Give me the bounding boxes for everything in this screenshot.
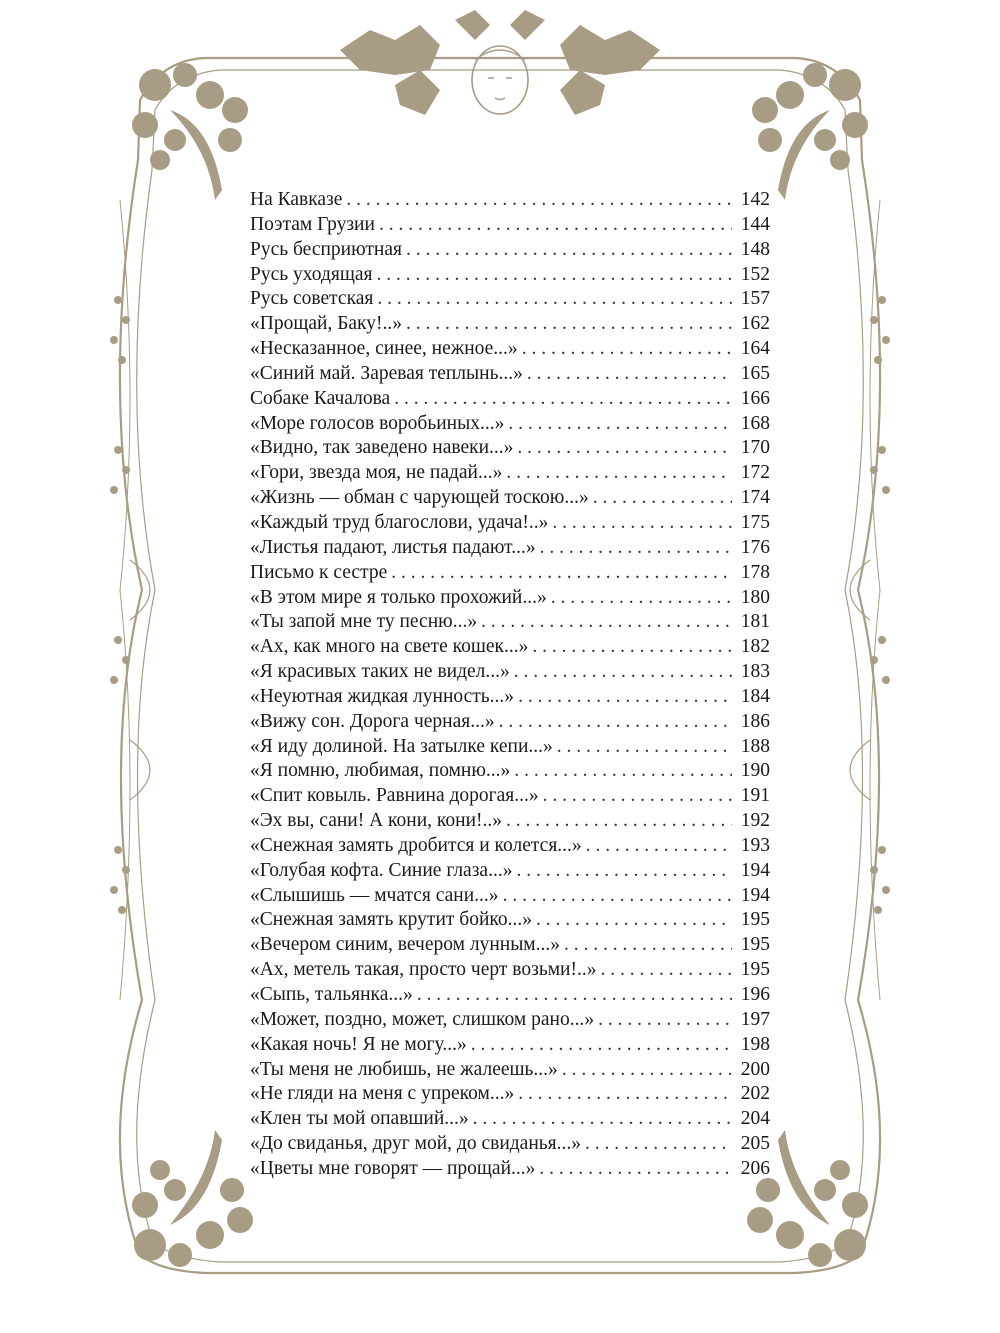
toc-entry-page-number: 172 [740,462,770,484]
toc-entry [250,213,770,238]
toc-entry-page-number: 142 [740,189,770,210]
toc-dot-leader [514,660,732,685]
toc-entry-title: «Клен ты мой опавший...» [250,1108,469,1130]
toc-dot-leader [551,586,732,611]
toc-dot-leader [406,238,732,263]
toc-entry-page-number: 188 [740,735,770,757]
toc-dot-leader [532,635,732,660]
toc-dot-leader [585,1132,732,1157]
toc-entry-page-number: 148 [740,238,770,260]
toc-entry [250,362,770,387]
toc-entry-title: «Ты запой мне ту песню...» [250,611,478,633]
toc-dot-leader [586,834,732,859]
tree-ornament-top-left [132,63,248,200]
toc-dot-leader [598,1008,732,1033]
toc-entry [250,1033,770,1058]
toc-dot-leader [514,759,732,784]
toc-dot-leader [518,1082,732,1107]
toc-entry-page-number: 168 [740,412,770,434]
toc-dot-leader [481,610,732,635]
toc-entry [250,759,770,784]
top-center-leaves-face-ornament [340,10,660,115]
toc-entry-title: «Жизнь — обман с чарующей тоскою...» [250,487,589,509]
toc-entry [250,412,770,437]
toc-entry [250,461,770,486]
toc-entry-title: «Слышишь — мчатся сани...» [250,884,499,906]
toc-entry [250,884,770,909]
toc-entry-page-number: 157 [740,288,770,310]
tree-ornament-top-right [752,63,868,200]
toc-entry [250,834,770,859]
toc-entry-page-number: 144 [740,213,770,235]
toc-entry-title: Русь бесприютная [250,238,402,260]
toc-entry-title: «В этом мире я только прохожий...» [250,586,547,608]
toc-dot-leader [499,710,732,735]
toc-entry-title: «Цветы мне говорят — прощай...» [250,1157,536,1179]
toc-entry-page-number: 196 [740,984,770,1005]
toc-entry [250,635,770,660]
toc-entry-page-number: 182 [740,636,770,658]
toc-entry-title: «Спит ковыль. Равнина дорогая...» [250,785,539,807]
toc-dot-leader [539,1157,732,1182]
toc-entry-page-number: 195 [740,959,770,981]
table-of-contents [250,188,770,1182]
toc-entry-page-number: 200 [740,1058,770,1080]
toc-dot-leader [518,685,732,710]
toc-entry [250,983,770,1008]
toc-entry-title: «Каждый труд благослови, удача!..» [250,511,549,533]
toc-dot-leader [516,859,732,884]
toc-entry-title: «Ты меня не любишь, не жалеешь...» [250,1058,558,1080]
toc-entry-title: «Вечером синим, вечером лунным...» [250,934,561,956]
toc-entry-page-number: 186 [740,710,770,732]
toc-entry-page-number: 166 [740,387,770,409]
toc-entry-page-number: 175 [740,511,770,533]
toc-entry-page-number: 206 [740,1157,770,1179]
toc-dot-leader [593,486,732,511]
toc-entry-title: «Я красивых таких не видел...» [250,661,510,683]
toc-entry-title: «Эх вы, сани! А кони, кони!..» [250,810,503,832]
toc-entry-title: «Вижу сон. Дорога черная...» [250,710,495,732]
toc-entry-title: Русь уходящая [250,263,373,285]
toc-entry-title: «Гори, звезда моя, не падай...» [250,462,503,484]
toc-entry [250,1107,770,1132]
toc-dot-leader [564,933,732,958]
toc-entry-title: «Снежная замять дробится и колется...» [250,834,582,856]
toc-entry [250,610,770,635]
toc-dot-leader [471,1033,732,1058]
toc-entry-page-number: 164 [740,338,770,360]
toc-dot-leader [417,983,732,1008]
toc-entry-page-number: 174 [740,487,770,509]
toc-dot-leader [543,784,732,809]
toc-entry-page-number: 197 [740,1008,770,1030]
toc-entry-page-number: 193 [740,834,770,856]
toc-entry [250,337,770,362]
toc-dot-leader [379,213,732,238]
toc-entry-page-number: 191 [740,785,770,807]
toc-entry-title: «Неуютная жидкая лунность...» [250,685,515,707]
toc-entry [250,1008,770,1033]
toc-dot-leader [377,263,733,288]
toc-entry [250,784,770,809]
toc-entry [250,511,770,536]
toc-entry-title: «Ах, как много на свете кошек...» [250,636,529,658]
toc-dot-leader [508,412,732,437]
toc-dot-leader [527,362,732,387]
toc-entry [250,859,770,884]
toc-dot-leader [394,387,732,412]
toc-entry-title: «Я помню, любимая, помню...» [250,760,511,782]
toc-dot-leader [540,536,732,561]
toc-entry-title: Поэтам Грузии [250,213,375,235]
toc-entry [250,561,770,586]
toc-entry [250,188,770,213]
toc-entry [250,486,770,511]
toc-entry-title: «Прощай, Баку!..» [250,313,402,335]
toc-dot-leader [503,884,732,909]
toc-dot-leader [377,287,732,312]
toc-entry [250,586,770,611]
toc-entry-title: «Несказанное, синее, нежное...» [250,338,518,360]
toc-entry [250,660,770,685]
toc-entry-page-number: 180 [740,586,770,608]
toc-entry-page-number: 178 [740,561,770,583]
toc-entry-page-number: 194 [740,859,770,881]
toc-entry-title: «Может, поздно, может, слишком рано...» [250,1008,595,1030]
toc-entry-page-number: 195 [740,909,770,931]
toc-entry-title: «До свиданья, друг мой, до свиданья...» [250,1133,582,1155]
toc-dot-leader [473,1107,732,1132]
toc-entry-page-number: 198 [740,1033,770,1055]
toc-entry-page-number: 162 [740,313,770,335]
toc-entry [250,1132,770,1157]
toc-entry-title: «Не гляди на меня с упреком...» [250,1083,515,1105]
toc-entry-title: «Листья падают, листья падают...» [250,536,536,558]
toc-entry-page-number: 170 [740,437,770,459]
toc-entry [250,958,770,983]
toc-entry-title: «Синий май. Заревая теплынь...» [250,362,523,384]
toc-entry-title: «Сыпь, тальянка...» [250,984,413,1005]
toc-entry-title: «Море голосов воробьиных...» [250,412,505,434]
toc-entry-title: «Голубая кофта. Синие глаза...» [250,859,513,881]
toc-dot-leader [391,561,732,586]
toc-entry-page-number: 176 [740,536,770,558]
toc-entry [250,387,770,412]
toc-dot-leader [552,511,732,536]
toc-dot-leader [406,312,732,337]
toc-entry-title: На Кавказе [250,189,343,210]
tree-ornament-bottom-left [132,1130,253,1267]
toc-entry-page-number: 204 [740,1108,770,1130]
toc-dot-leader [346,188,732,213]
toc-entry-page-number: 184 [740,685,770,707]
toc-entry-title: «Ах, метель такая, просто черт возьми!..» [250,959,597,981]
toc-entry-title: «Какая ночь! Я не могу...» [250,1033,467,1055]
toc-entry-page-number: 152 [740,263,770,285]
toc-entry-title: Русь советская [250,288,374,310]
toc-entry [250,1082,770,1107]
toc-entry-title: «Снежная замять крутит бойко...» [250,909,532,931]
toc-dot-leader [522,337,732,362]
toc-entry [250,1058,770,1083]
toc-entry-page-number: 202 [740,1083,770,1105]
toc-entry-page-number: 205 [740,1133,770,1155]
toc-entry-page-number: 165 [740,362,770,384]
toc-entry [250,908,770,933]
toc-entry-title: «Я иду долиной. На затылке кепи...» [250,735,553,757]
toc-entry-title: Собаке Качалова [250,387,391,409]
toc-dot-leader [506,461,732,486]
toc-entry-title: Письмо к сестре [250,561,388,583]
toc-entry-title: «Видно, так заведено навеки...» [250,437,514,459]
toc-entry-page-number: 194 [740,884,770,906]
toc-dot-leader [506,809,732,834]
toc-dot-leader [557,735,732,760]
toc-entry [250,312,770,337]
toc-entry-page-number: 181 [740,611,770,633]
toc-entry-page-number: 190 [740,760,770,782]
toc-entry [250,735,770,760]
toc-dot-leader [562,1058,732,1083]
toc-entry [250,287,770,312]
toc-entry-page-number: 195 [740,934,770,956]
toc-entry [250,436,770,461]
toc-entry [250,685,770,710]
toc-dot-leader [536,908,732,933]
toc-entry [250,933,770,958]
toc-entry [250,809,770,834]
toc-entry [250,710,770,735]
toc-entry-page-number: 183 [740,661,770,683]
toc-dot-leader [600,958,732,983]
toc-entry [250,536,770,561]
toc-entry [250,263,770,288]
toc-entry [250,1157,770,1182]
toc-dot-leader [517,436,732,461]
toc-entry-page-number: 192 [740,810,770,832]
toc-entry [250,238,770,263]
